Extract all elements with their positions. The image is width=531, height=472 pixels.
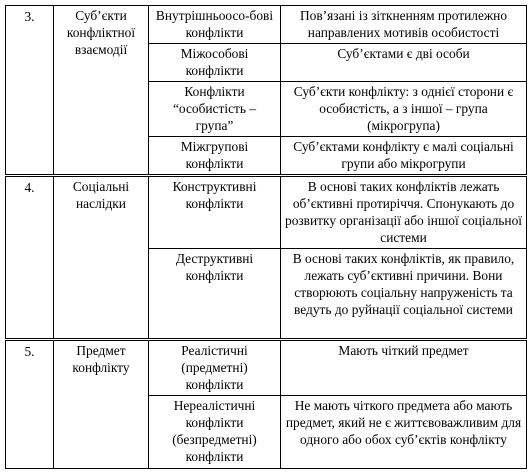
conflict-type-cell: Нереалістичні конфлікти (безпредметні) конфлікти <box>149 396 281 469</box>
conflict-type-cell: Міжособові конфлікти <box>149 44 281 82</box>
description-cell: Суб’єктами конфлікту є малі соціальні групи або мікрогрупи <box>281 137 527 176</box>
table-row <box>6 340 527 396</box>
category-cell: Соціальні наслідки <box>54 176 149 340</box>
description-cell: В основі таких конфліктів лежать об’єктивні протиріччя. Спонукають до розвитку організації або іншої соціальної системи <box>281 176 527 249</box>
description-cell: В основі таких конфліктів, як правило, лежать суб’єктивні причини. Вони створюють соціальну напруженість та ведуть до руйнації соціальної системи <box>281 249 527 340</box>
conflict-type-cell: Реалістичні (предметні) конфлікти <box>149 340 281 396</box>
conflict-classification-table <box>5 5 527 469</box>
conflict-type-cell: Міжгрупові конфлікти <box>149 137 281 176</box>
conflict-type-cell: Конструктивні конфлікти <box>149 176 281 249</box>
category-cell: Предмет конфлікту <box>54 340 149 469</box>
row-number-cell: 5. <box>6 340 54 469</box>
row-number-cell: 3. <box>6 6 54 176</box>
row-number-cell: 4. <box>6 176 54 340</box>
description-cell: Суб’єкти конфлікту: з однієї сторони є особистість, а з іншої – група (мікрогрупа) <box>281 82 527 137</box>
conflict-type-cell: Конфлікти “особистість – група” <box>149 82 281 137</box>
conflict-type-cell: Внутрішньоосо-бові конфлікти <box>149 6 281 44</box>
table-row <box>6 176 527 249</box>
description-cell: Не мають чіткого предмета або мають предмет, який не є життєвоважливим для одного або обох суб’єктів конфлікту <box>281 396 527 469</box>
conflict-type-cell: Деструктивні конфлікти <box>149 249 281 340</box>
table-row <box>6 6 527 44</box>
description-cell: Суб’єктами є дві особи <box>281 44 527 82</box>
description-cell: Пов’язані із зіткненням протилежно направлених мотивів особистості <box>281 6 527 44</box>
category-cell: Суб’єкти конфліктної взаємодії <box>54 6 149 176</box>
description-cell: Мають чіткий предмет <box>281 340 527 396</box>
